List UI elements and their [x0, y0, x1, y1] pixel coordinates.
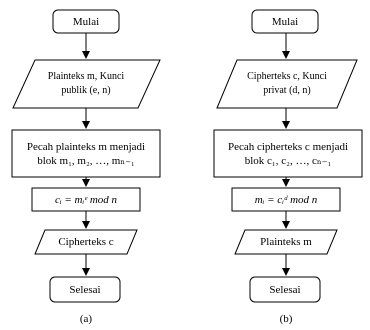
- right-process-label: [214, 131, 362, 176]
- left-caption: (a): [79, 313, 93, 325]
- left-process-line1: Pecah plainteks m menjadi: [26, 140, 146, 153]
- right-process-line2: blok c₁, c₂, …, cₙ₋₁: [244, 154, 332, 167]
- left-end-label: Selesai: [69, 283, 101, 296]
- right-input-line1: Cipherteks c, Kunci: [247, 71, 327, 82]
- left-start-label: Mulai: [72, 15, 100, 28]
- left-input-line1: Plainteks m, Kunci: [47, 71, 125, 82]
- right-process-line1: Pecah cipherteks c menjadi: [227, 140, 349, 153]
- left-process-line2: blok m₁, m₂, …, mₙ₋₁: [37, 154, 135, 167]
- right-output-label: Plainteks m: [260, 236, 312, 248]
- right-formula-label: mᵢ = cᵢᵈ mod n: [254, 193, 318, 206]
- left-input-label: [20, 62, 152, 106]
- right-input-label: [222, 62, 352, 106]
- left-process-label: [12, 131, 160, 176]
- left-formula-label: cᵢ = mᵢᵉ mod n: [54, 193, 118, 206]
- right-end-label: Selesai: [269, 283, 301, 296]
- right-caption: (b): [279, 313, 293, 325]
- right-input-line2: privat (d, n): [263, 85, 311, 96]
- left-input-line2: publik (e, n): [61, 85, 111, 96]
- right-start-label: Mulai: [271, 15, 299, 28]
- left-output-label: Cipherteks c: [58, 236, 114, 248]
